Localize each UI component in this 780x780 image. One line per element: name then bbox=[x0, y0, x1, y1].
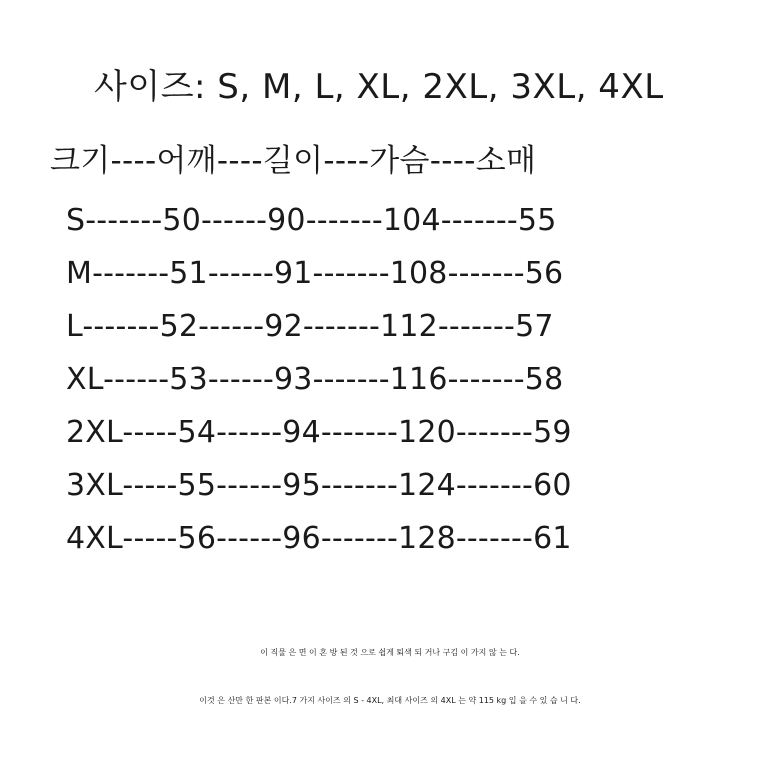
fit-note: 이것 은 산만 한 판본 이다.7 가지 사이즈 의 S - 4XL, 최대 사이즈 의 4XL 는 약 115 kg 입 을 수 있 습 니 다. bbox=[199, 696, 581, 705]
size-row-l: L-------52------92-------112-------57 bbox=[66, 309, 554, 344]
size-row-2xl: 2XL-----54------94-------120-------59 bbox=[66, 415, 572, 450]
size-row-s: S-------50------90-------104-------55 bbox=[66, 203, 557, 238]
size-list-title: 사이즈: S, M, L, XL, 2XL, 3XL, 4XL bbox=[94, 67, 664, 107]
size-row-m: M-------51------91-------108-------56 bbox=[66, 256, 564, 291]
size-chart-header: 크기----어깨----길이----가슴----소매 bbox=[50, 143, 537, 179]
size-row-xl: XL------53------93-------116-------58 bbox=[66, 362, 564, 397]
fabric-note: 이 직물 은 면 이 혼 방 된 것 으로 쉽게 퇴색 되 거나 구김 이 가지 않 는 다. bbox=[260, 648, 520, 657]
size-row-4xl: 4XL-----56------96-------128-------61 bbox=[66, 521, 572, 556]
size-row-3xl: 3XL-----55------95-------124-------60 bbox=[66, 468, 572, 503]
